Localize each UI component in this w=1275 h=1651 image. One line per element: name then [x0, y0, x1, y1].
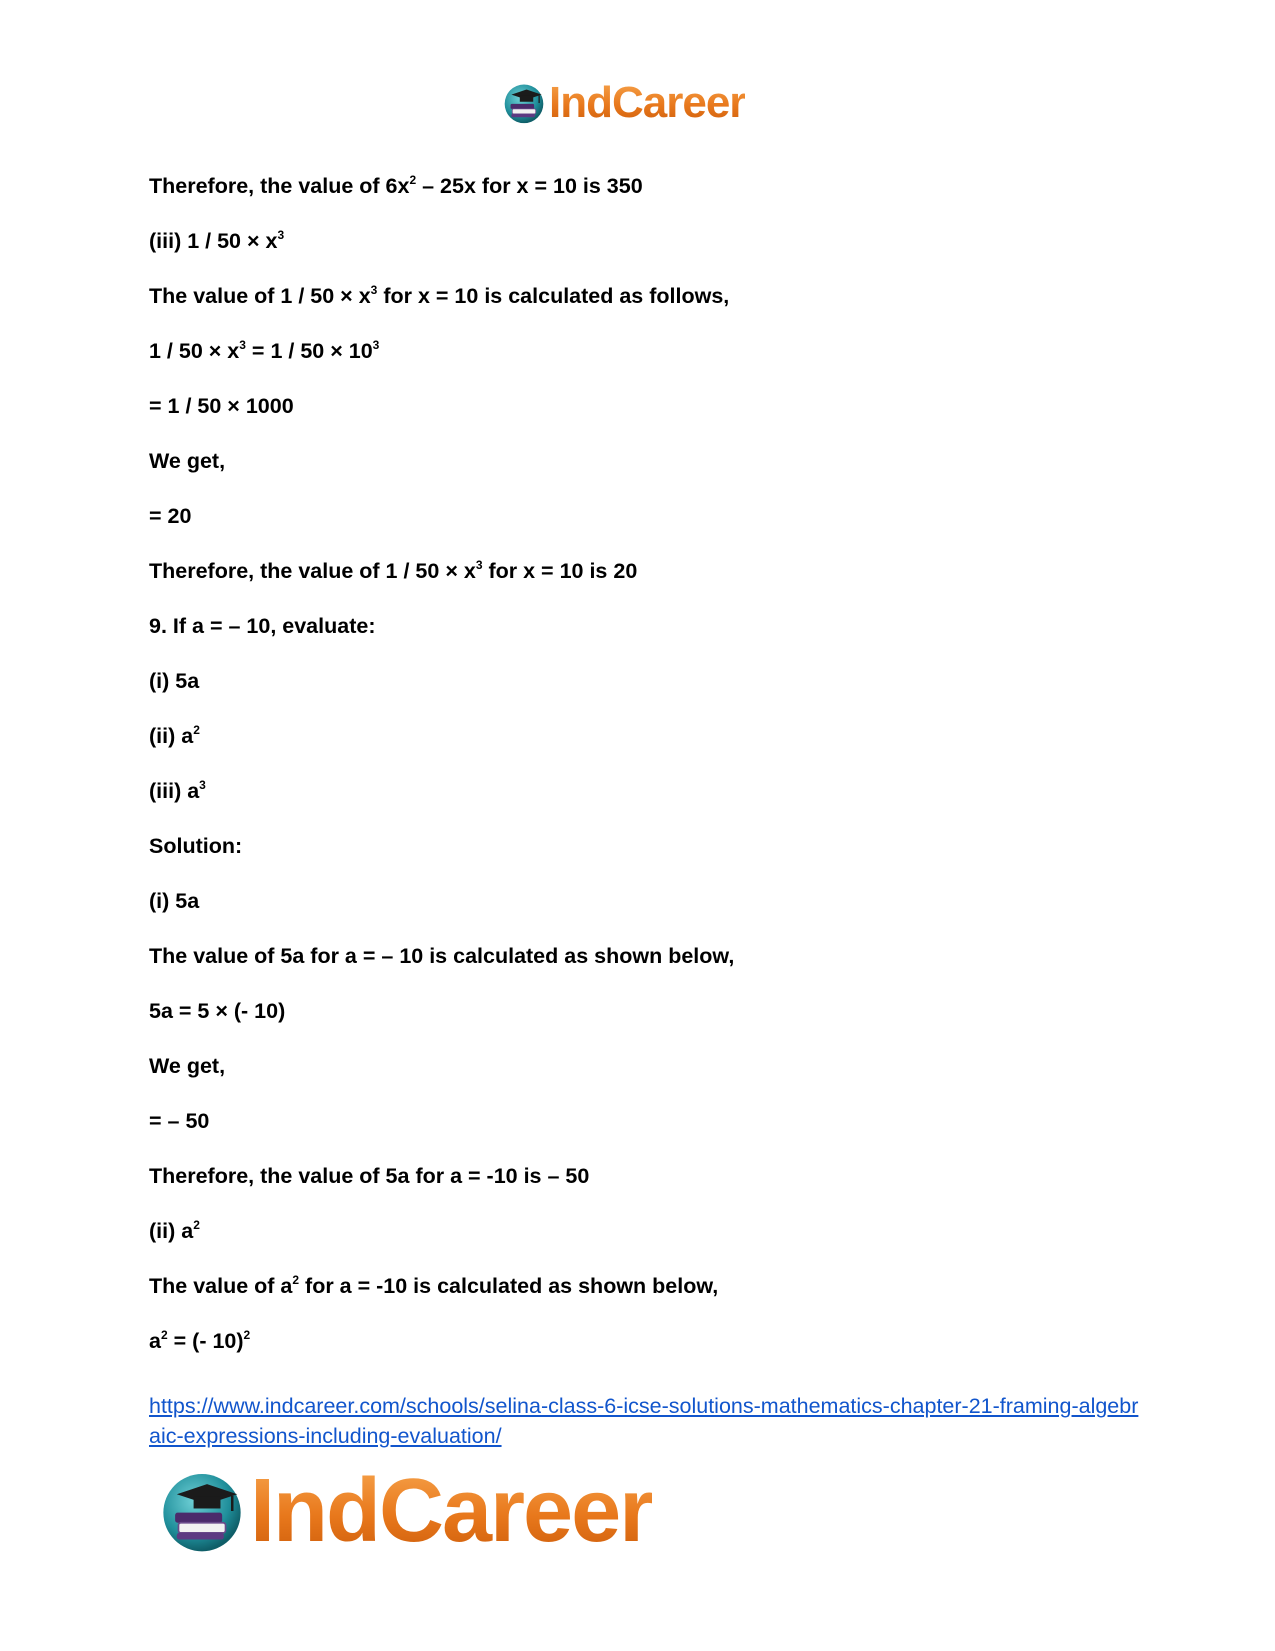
text-run: Solution:: [149, 834, 243, 858]
text-line: [149, 1161, 1129, 1216]
text-run: = 1 / 50 × 10: [245, 339, 373, 363]
superscript: 3: [372, 338, 380, 352]
text-line: [149, 1326, 1129, 1381]
document-body: [149, 171, 1129, 1381]
text-line: [149, 391, 1129, 446]
text-line: [149, 281, 1129, 336]
text-line: [149, 941, 1129, 996]
text-run: 1 / 50 × x: [149, 339, 240, 363]
text-run: (iii) a: [149, 779, 200, 803]
text-run: = 1 / 50 × 1000: [149, 394, 294, 418]
text-line: [149, 1271, 1129, 1326]
text-line: [149, 776, 1129, 831]
text-run: for x = 10 is 20: [482, 559, 638, 583]
header-logo: [503, 80, 745, 126]
text-run: = (- 10): [167, 1329, 244, 1353]
text-run: – 25x for x = 10 is 350: [416, 174, 643, 198]
text-run: Therefore, the value of 6x: [149, 174, 410, 198]
text-run: (ii) a: [149, 724, 194, 748]
text-line: [149, 446, 1129, 501]
text-run: = 20: [149, 504, 192, 528]
superscript: 2: [193, 1218, 200, 1232]
text-line: [149, 1216, 1129, 1271]
text-line: [149, 831, 1129, 886]
text-line: [149, 886, 1129, 941]
footer-logo-text: IndCareer: [250, 1461, 653, 1561]
superscript: 3: [277, 228, 285, 242]
book-graduation-cap-icon: [503, 82, 545, 124]
superscript: 2: [292, 1273, 300, 1287]
text-line: [149, 226, 1129, 281]
text-line: [149, 336, 1129, 391]
text-run: a: [149, 1329, 161, 1353]
superscript: 3: [370, 283, 378, 297]
text-run: The value of 5a for a = – 10 is calculated as shown below,: [149, 944, 735, 968]
source-url-link[interactable]: https://www.indcareer.com/schools/selina-class-6-icse-solutions-mathematics-chapter-21-framing-algebraic-expressions-including-evaluation/: [149, 1394, 1139, 1448]
text-run: Therefore, the value of 5a for a = -10 is – 50: [149, 1164, 590, 1188]
superscript: 2: [160, 1328, 168, 1342]
text-line: [149, 611, 1129, 666]
text-run: (iii) 1 / 50 × x: [149, 229, 278, 253]
header-logo-text: IndCareer: [549, 78, 746, 127]
footer-logo: [160, 1461, 653, 1561]
text-line: [149, 556, 1129, 611]
superscript: 3: [239, 338, 246, 352]
text-run: (i) 5a: [149, 889, 200, 913]
text-line: [149, 1106, 1129, 1161]
book-graduation-cap-icon: [160, 1469, 244, 1553]
text-line: [149, 666, 1129, 721]
text-run: (ii) a: [149, 1219, 194, 1243]
text-run: The value of 1 / 50 × x: [149, 284, 371, 308]
text-line: [149, 171, 1129, 226]
superscript: 3: [199, 778, 206, 792]
text-line: [149, 501, 1129, 556]
superscript: 2: [409, 173, 417, 187]
text-run: for a = -10 is calculated as shown below,: [299, 1274, 719, 1298]
superscript: 2: [243, 1328, 251, 1342]
text-run: for x = 10 is calculated as follows,: [377, 284, 730, 308]
text-run: 9. If a = – 10, evaluate:: [149, 614, 376, 638]
text-run: (i) 5a: [149, 669, 200, 693]
text-line: [149, 1051, 1129, 1106]
text-run: We get,: [149, 449, 226, 473]
text-run: We get,: [149, 1054, 226, 1078]
text-run: Therefore, the value of 1 / 50 × x: [149, 559, 476, 583]
text-line: [149, 996, 1129, 1051]
superscript: 3: [475, 558, 483, 572]
text-run: = – 50: [149, 1109, 210, 1133]
text-run: The value of a: [149, 1274, 293, 1298]
superscript: 2: [193, 723, 200, 737]
text-line: [149, 721, 1129, 776]
text-run: 5a = 5 × (- 10): [149, 999, 286, 1023]
